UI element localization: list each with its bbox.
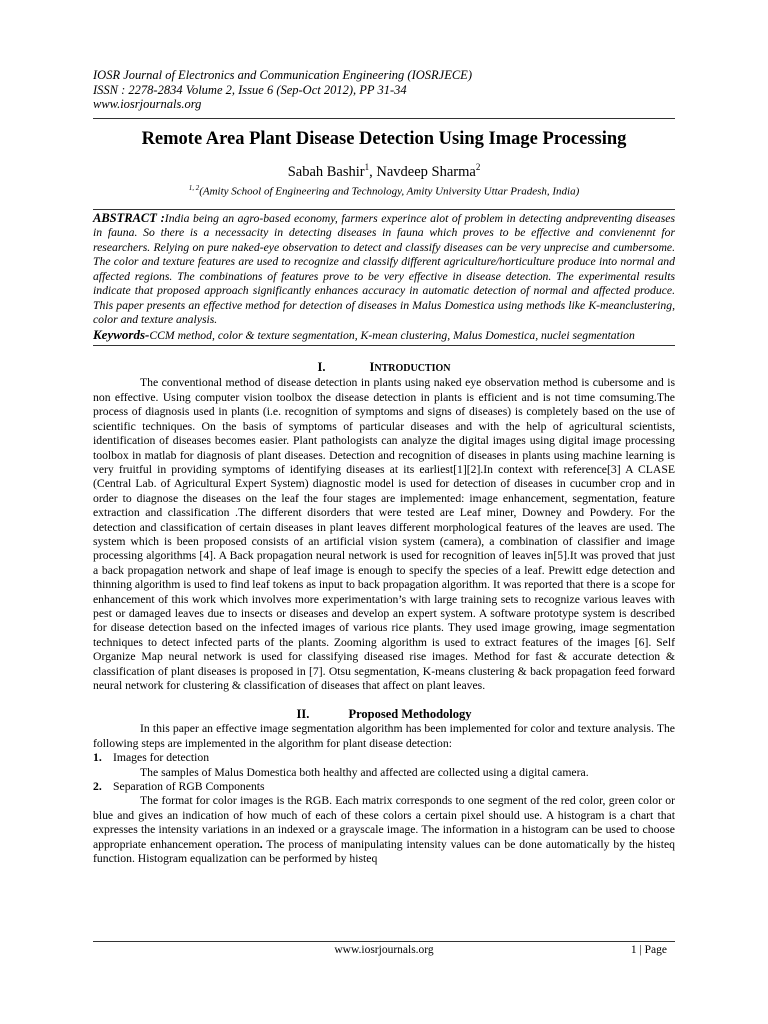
author-2-sup: 2: [475, 161, 481, 172]
section-2-title: Proposed Methodology: [348, 707, 472, 722]
journal-header: [93, 68, 675, 112]
section-1-paragraph: The conventional method of disease detection in plants using naked eye observation method is cubersome and is non effective. Using computer vision toolbox the disease detection in plants is efficient and is not time comsuming.The process of diagnosis used in plants (i.e. recognition of symptoms and signs of diseases) is completely based on the use of scientific techniques. On the basis of symptoms of particular diseases and with the help of agricultural scientists, identification of diseases becomes easier. Plant pathologists can analyze the digital images using digital image processing toolbox in matlab for diagnosis of plant diseases. Detection and recognition of diseases in plants using machine learning is very fruitful in providing symptoms of identifying diseases at its earliest[1][2].In context with reference[3] A CLASE (Central Lab. of Agricultural Expert System) diagnostic model is used for detection of diseases in cucumber crop and in order to diagnose the diseases on the leaf the four stages are implemented: image enhancement, segmentation, feature extraction and classification .The different disorders that were tested are Leaf miner, Downey and Powdery. For the detection and classification of certain diseases in plant leaves different morphological features of the leaves are used. The system which is been proposed consists of an artificial vision system (camera), a combination of classifier and image processing algorithms [4]. A Back propagation neural network is used for recognition of leaves in[5].It was proved that just a back propagation network and shape of leaf image is enough to specify the species of a leaf. Prewitt edge detection and thinning algorithm is used to find leaf tokens as input to back propagation algorithm. It was reported that there is a scope for enhancement of this work which involves more experimentation’s with large training sets to recognize various leaves with pest or damaged leaves due to insects or diseases and develop an expert system. A software prototype system is described for disease detection based on the infected images of various rice plants. They used image growing, image segmentation techniques to detect infected parts of the plants. Zooming algorithm is used to extract features of the images [6]. Self Organize Map neural network is used for classifying diseased rise images. Method for fast & accurate detection & classification of plant diseases is proposed in [7]. Otsu segmentation, K-means clustering & back propagation feed forward neural network for clustering & classification of diseases that affect on plant leaves.: [93, 376, 675, 693]
journal-issn: ISSN : 2278-2834 Volume 2, Issue 6 (Sep-Oct 2012), PP 31-34: [93, 82, 407, 97]
item-2-text-b: The process of manipulating intensity values can be done automatically by the histeq function. Histogram equalization can be performed by histeq: [93, 837, 675, 866]
footer-url: www.iosrjournals.org: [334, 944, 434, 956]
list-item: [93, 751, 675, 765]
abstract-bottom-rule: [93, 345, 675, 346]
abstract: [93, 211, 675, 328]
item-1-title: Images for detection: [113, 751, 210, 765]
author-separator: ,: [369, 163, 377, 180]
author-1-sup: 1: [364, 161, 370, 172]
section-2-number: II.: [296, 707, 310, 722]
item-2-period: .: [259, 837, 263, 851]
page-footer: [93, 941, 675, 960]
affiliation-text: (Amity School of Engineering and Technology, Amity University Uttar Pradesh, India): [199, 185, 580, 198]
keywords-text: CCM method, color & texture segmentation, K-mean clustering, Malus Domestica, nuclei segmentation: [149, 328, 635, 342]
journal-website: www.iosrjournals.org: [93, 97, 202, 111]
item-2-text: [93, 794, 675, 866]
section-2-intro: In this paper an effective image segmentation algorithm has been implemented for color and texture analysis. The following steps are implemented in the algorithm for plant disease detection:: [93, 722, 675, 750]
section-2-heading: [93, 707, 675, 722]
paper-title: Remote Area Plant Disease Detection Using Image Processing: [141, 128, 627, 149]
author-1: Sabah Bashir: [287, 163, 365, 180]
abstract-text: India being an agro-based economy, farmers experince alot of problem in detecting andpreventing diseases in fauna. So there is a necessacity in detecting diseases in fauna which proves to be effective and convienennt for researchers. Relying on pure naked-eye observation to detect and classify diseases can be very unprecise and cumbersome. The color and texture features are used to recognize and classify different agriculture/horticulture produce into normal and affected regions. The combinations of features prove to be very effective in disease detection. The experimental results indicate that proposed approach significantly enhances accuracy in automatic detection of normal and affected produce. This paper presents an effective method for detection of diseases in Malus Domestica using methods like K-meanclustering, color and texture analysis.: [93, 211, 675, 327]
section-1-number: I.: [317, 360, 326, 375]
abstract-top-rule: [93, 209, 675, 210]
item-1-text: The samples of Malus Domestica both healthy and affected are collected using a digital camera.: [140, 765, 589, 779]
authors: [93, 159, 675, 181]
section-1-heading: [93, 360, 675, 376]
item-2-title: Separation of RGB Components: [113, 780, 265, 794]
footer-text: [93, 944, 675, 960]
item-1-number: 1.: [93, 751, 102, 765]
affiliation: [93, 182, 675, 199]
keywords-label: Keywords-: [93, 326, 150, 342]
abstract-label: ABSTRACT :: [93, 210, 165, 225]
section-1-title-initial: I: [369, 360, 375, 375]
item-2-number: 2.: [93, 780, 102, 794]
journal-name: IOSR Journal of Electronics and Communication Engineering (IOSRJECE): [93, 68, 472, 82]
section-2-body: [93, 722, 675, 866]
section-1-body: [93, 376, 675, 693]
footer-page-number: 1 | Page: [630, 944, 667, 956]
header-rule: [93, 118, 675, 119]
list-item: [93, 780, 675, 794]
item-2-text-a: The format for color images is the RGB. Each matrix corresponds to one segment of the red color, green color or blue and gives an indication of how much of each of these colors a certain pixel should use. A histogram is a chart that expresses the intensity variations in an indexed or a grayscale image. The information in a histogram can be used to choose appropriate enhancement operation: [93, 794, 675, 851]
keywords: [93, 328, 675, 344]
paper-page: [93, 68, 675, 866]
author-2: Navdeep Sharma: [376, 163, 476, 180]
affiliation-sup: 1, 2: [188, 184, 200, 193]
footer-rule: [93, 941, 675, 942]
section-1-title-rest: NTRODUCTION: [374, 363, 451, 375]
